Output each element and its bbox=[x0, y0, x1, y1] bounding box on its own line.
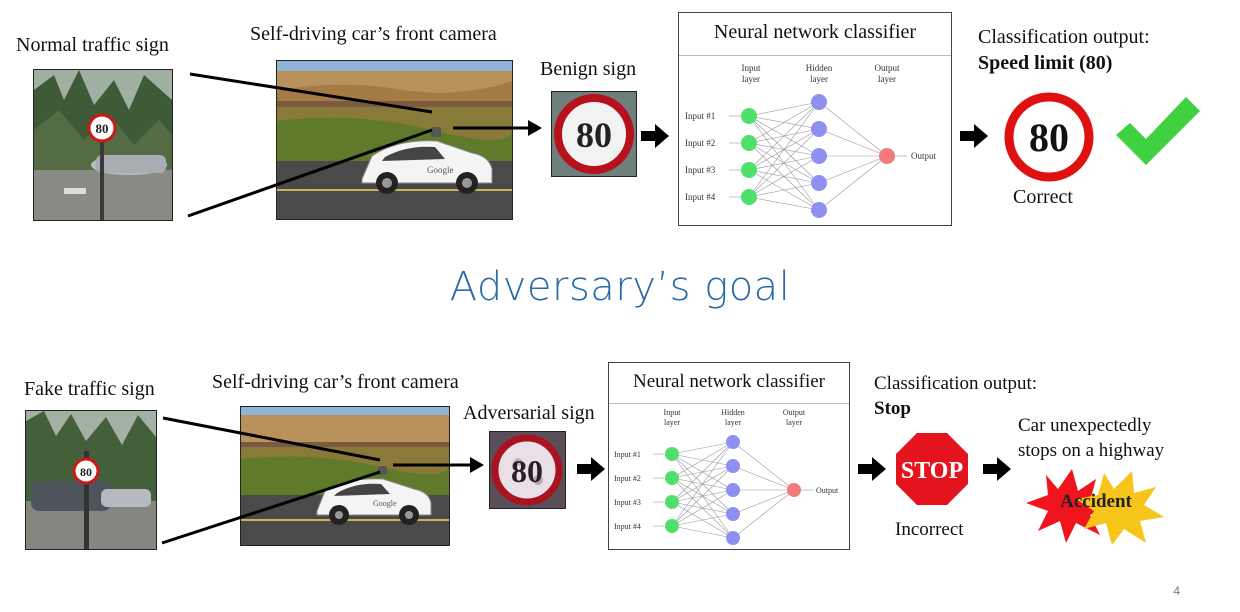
bottom-input-1: Input #1 bbox=[614, 450, 641, 459]
top-camera-label: Self-driving car’s front camera bbox=[250, 23, 497, 45]
bottom-output-value: Stop bbox=[874, 398, 911, 419]
benign-sign-number: 80 bbox=[576, 115, 612, 155]
bottom-sign-label: Fake traffic sign bbox=[24, 378, 155, 400]
svg-text:layer: layer bbox=[725, 418, 741, 427]
bottom-input-3: Input #3 bbox=[614, 498, 641, 507]
adversarial-sign-image bbox=[489, 431, 566, 509]
page-number: 4 bbox=[1173, 584, 1180, 598]
top-hidden-layer-label: Hidden bbox=[805, 63, 833, 73]
accident-burst-icon bbox=[1026, 465, 1166, 545]
bottom-hidden-layer-label: Hidden bbox=[721, 408, 745, 417]
top-output-heading: Classification output: bbox=[978, 26, 1150, 48]
top-sign-label: Normal traffic sign bbox=[16, 34, 169, 56]
arrow-to-consequence bbox=[983, 457, 1013, 481]
bottom-car-brand: Google bbox=[373, 499, 397, 508]
bottom-output-layer-label: Output bbox=[782, 408, 806, 417]
bottom-input-label: Adversarial sign bbox=[463, 402, 595, 424]
accident-label: Accident bbox=[1060, 491, 1132, 512]
bottom-output-label: Output bbox=[816, 486, 839, 495]
bottom-input-layer-label: Input bbox=[663, 408, 681, 417]
top-input-4: Input #4 bbox=[685, 192, 716, 202]
consequence-line-2: stops on a highway bbox=[1018, 440, 1165, 461]
svg-text:layer: layer bbox=[878, 74, 896, 84]
top-input-label: Benign sign bbox=[540, 58, 637, 80]
consequence-line-1: Car unexpectedly bbox=[1018, 415, 1152, 436]
svg-text:layer: layer bbox=[810, 74, 828, 84]
bottom-camera-label: Self-driving car’s front camera bbox=[212, 371, 459, 393]
top-input-1: Input #1 bbox=[685, 111, 716, 121]
top-classifier-title: Neural network classifier bbox=[713, 21, 917, 43]
bottom-arrow-to-output bbox=[858, 457, 888, 481]
top-input-2: Input #2 bbox=[685, 138, 716, 148]
bottom-arrow-to-classifier bbox=[577, 457, 607, 481]
stop-sign-output bbox=[891, 428, 973, 510]
stop-sign-text: STOP bbox=[900, 458, 964, 484]
svg-text:layer: layer bbox=[664, 418, 680, 427]
normal-sign-number: 80 bbox=[95, 121, 109, 136]
fake-sign-number: 80 bbox=[80, 465, 92, 479]
adversary-goal-title: Adversary’s goal bbox=[449, 264, 791, 310]
top-verdict: Correct bbox=[1013, 186, 1073, 208]
bottom-verdict: Incorrect bbox=[895, 519, 964, 540]
top-output-label: Output bbox=[911, 151, 937, 161]
bottom-input-2: Input #2 bbox=[614, 474, 641, 483]
top-output-value: Speed limit (80) bbox=[978, 52, 1113, 74]
top-input-layer-label: Input bbox=[741, 63, 761, 73]
top-car-brand: Google bbox=[427, 165, 454, 175]
svg-text:layer: layer bbox=[786, 418, 802, 427]
bottom-input-4: Input #4 bbox=[614, 522, 641, 531]
bottom-neural-network-box bbox=[608, 362, 850, 550]
output-sign-number: 80 bbox=[1029, 115, 1069, 160]
adversarial-sign-number: 80 bbox=[511, 453, 543, 489]
svg-text:layer: layer bbox=[742, 74, 760, 84]
top-input-3: Input #3 bbox=[685, 165, 716, 175]
bottom-classifier-title: Neural network classifier bbox=[632, 371, 826, 392]
top-output-layer-label: Output bbox=[874, 63, 900, 73]
bottom-output-heading: Classification output: bbox=[874, 373, 1038, 394]
